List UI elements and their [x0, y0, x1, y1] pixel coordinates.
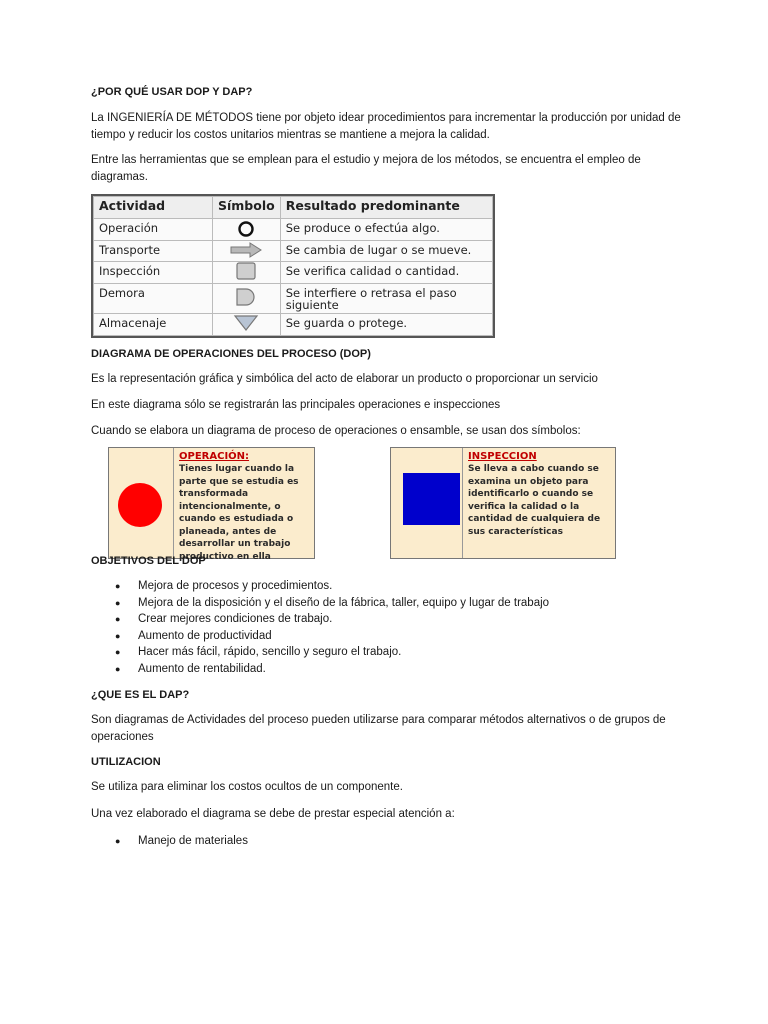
objectives-list	[91, 578, 549, 678]
operation-title: OPERACIÓN:	[179, 451, 250, 462]
inspection-description: Se lleva a cabo cuando se examina un objeto para identificarlo o cuando se verifica la calidad o la cantidad de cualquiera de sus características	[468, 464, 601, 537]
paragraph-attention: Una vez elaborado el diagrama se debe de prestar especial atención a:	[91, 808, 455, 820]
bullet: ●	[115, 597, 121, 608]
list-item: ● Manejo de materiales	[115, 835, 248, 847]
row-activity: Demora	[94, 283, 213, 313]
heading-utilizacion: UTILIZACION	[91, 756, 161, 768]
list-item: ● Mejora de la disposición y el diseño de la fábrica, taller, equipo y lugar de trabajo	[115, 596, 550, 609]
list-item: ● Aumento de productividad	[115, 629, 272, 642]
table-row	[94, 219, 493, 241]
list-item: ● Mejora de procesos y procedimientos.	[115, 580, 333, 592]
table-row	[94, 313, 493, 335]
row-result: Se guarda o protege.	[280, 313, 492, 335]
table-row	[94, 283, 493, 313]
table-row	[94, 241, 493, 261]
attention-list	[91, 833, 248, 850]
list-item: ● Aumento de rentabilidad.	[115, 662, 266, 675]
bullet: ●	[115, 663, 121, 674]
row-activity: Transporte	[94, 241, 213, 261]
bullet: ●	[115, 614, 121, 625]
inspection-box	[390, 447, 616, 559]
paragraph-two-symbols: Cuando se elabora un diagrama de proceso de operaciones o ensamble, se usan dos símbolos:	[91, 425, 581, 437]
header-activity: Actividad	[94, 197, 213, 219]
red-circle-icon	[118, 483, 162, 527]
list-item: ● Hacer más fácil, rápido, sencillo y seguro el trabajo.	[115, 646, 402, 659]
row-activity: Operación	[94, 219, 213, 241]
paragraph-hidden-costs: Se utiliza para eliminar los costos ocultos de un componente.	[91, 781, 403, 793]
arrow-icon	[213, 241, 281, 261]
heading-why-dop-dap: ¿POR QUÉ USAR DOP Y DAP?	[91, 86, 253, 98]
row-result: Se verifica calidad o cantidad.	[280, 261, 492, 283]
row-activity: Inspección	[94, 261, 213, 283]
bullet: ●	[115, 647, 121, 658]
row-result: Se cambia de lugar o se mueve.	[280, 241, 492, 261]
blue-square-icon	[403, 473, 460, 525]
square-icon	[213, 261, 281, 283]
list-item: ● Crear mejores condiciones de trabajo.	[115, 613, 333, 626]
heading-objectives: OBJETIVOS DEL DOP	[91, 555, 206, 567]
row-result: Se interfiere o retrasa el paso siguiente	[280, 283, 492, 313]
operation-description: Tienes lugar cuando la parte que se estudia es transformada intencionalmente, o cuando es estudiada o planeada, antes de desarrollar un trabajo productivo en ella	[179, 464, 299, 562]
header-result: Resultado predominante	[280, 197, 492, 219]
table-header-row	[94, 197, 493, 219]
heading-what-is-dap: ¿QUE ES EL DAP?	[91, 689, 190, 701]
row-result: Se produce o efectúa algo.	[280, 219, 492, 241]
heading-dop: DIAGRAMA DE OPERACIONES DEL PROCESO (DOP)	[91, 348, 371, 360]
header-symbol: Símbolo	[213, 197, 281, 219]
bullet: ●	[115, 581, 121, 591]
paragraph-dop-records: En este diagrama sólo se registrarán las principales operaciones e inspecciones	[91, 399, 501, 411]
d-shape-icon	[213, 283, 281, 313]
operation-box	[108, 447, 315, 562]
row-activity: Almacenaje	[94, 313, 213, 335]
inspection-title: INSPECCION	[468, 451, 537, 462]
symbols-table	[91, 194, 495, 338]
table-row	[94, 261, 493, 283]
bullet: ●	[115, 630, 121, 641]
paragraph-dop-definition: Es la representación gráfica y simbólica del acto de elaborar un producto o proporcionar un servicio	[91, 373, 598, 385]
paragraph-tools: Entre las herramientas que se emplean para el estudio y mejora de los métodos, se encuentra el empleo de diagramas.	[91, 154, 641, 183]
paragraph-methods-engineering: La INGENIERÍA DE MÉTODOS tiene por objeto idear procedimientos para incrementar la producción por unidad de tiempo y reducir los costos unitarios mientras se mantiene a mejora la calidad.	[91, 112, 681, 141]
triangle-down-icon	[213, 313, 281, 335]
paragraph-dap-definition: Son diagramas de Actividades del proceso pueden utilizarse para comparar métodos alternativos o de grupos de operaciones	[91, 714, 666, 743]
bullet: ●	[115, 836, 121, 846]
circle-icon	[213, 219, 281, 241]
